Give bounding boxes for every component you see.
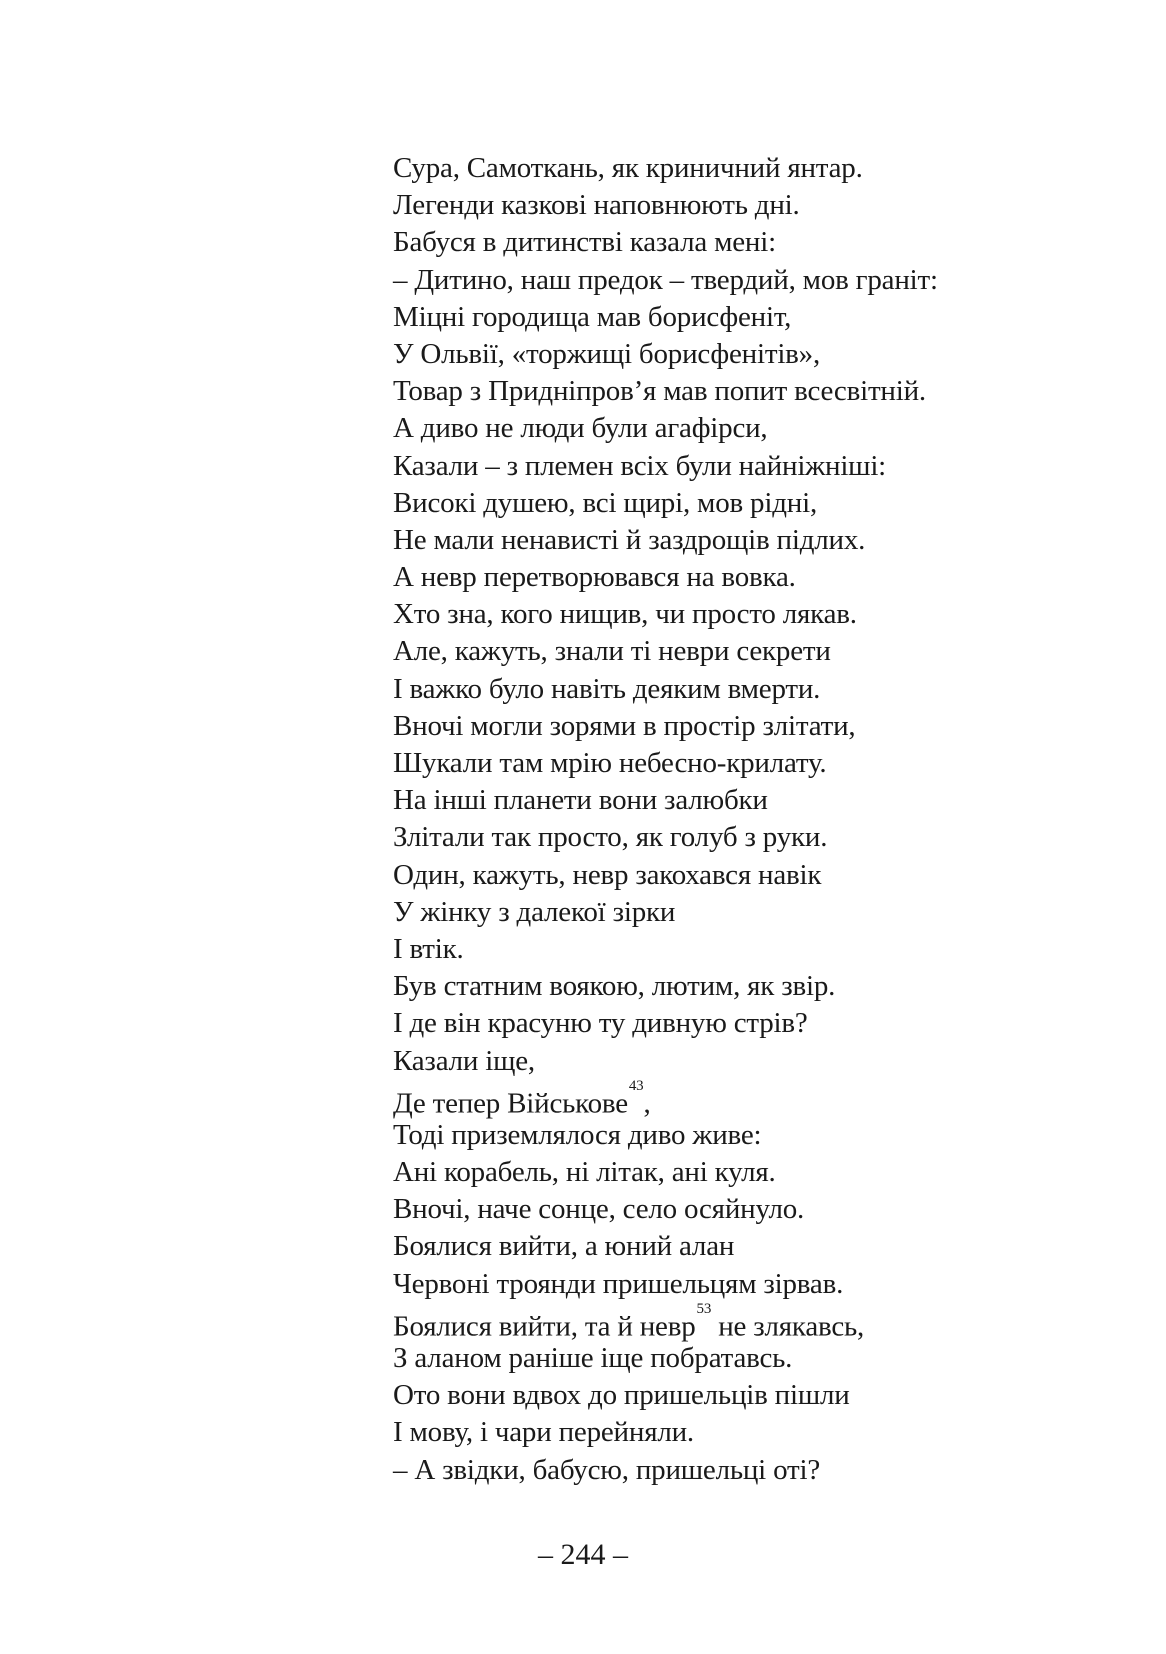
footnote-marker[interactable]: 53 — [696, 1300, 712, 1317]
poem-line: У жінку з далекої зірки — [393, 895, 676, 928]
poem-line: А невр перетворювався на вовка. — [393, 561, 796, 594]
poem-line: І важко було навіть деяким вмерти. — [393, 672, 821, 705]
poem-line: Казали – з племен всіх були найніжніші: — [393, 449, 887, 482]
poem-line: Бабуся в дитинстві казала мені: — [393, 226, 776, 259]
poem-line: Міцні городища мав борисфеніт, — [393, 300, 792, 333]
poem-text — [393, 150, 1033, 1489]
poem-line: З аланом раніше іще побратавсь. — [393, 1342, 793, 1374]
poem-line: – Дитино, наш предок – твердий, мов граніт: — [393, 263, 938, 296]
poem-line: Ото вони вдвох до пришельців пішли — [393, 1379, 850, 1412]
line-text: , — [643, 1087, 651, 1120]
poem-line-with-footnote — [393, 1077, 1033, 1120]
poem-line: Сура, Самоткань, як криничний янтар. — [393, 152, 863, 184]
poem-line: – А звідки, бабусю, пришельці оті? — [393, 1453, 821, 1486]
poem-line: Ані корабель, ні літак, ані куля. — [393, 1156, 776, 1189]
poem-line: І де він красуню ту дивную стрів? — [393, 1007, 808, 1040]
poem-line: Червоні троянди пришельцям зірвав. — [393, 1267, 844, 1300]
poem-line: І мову, і чари перейняли. — [393, 1416, 694, 1449]
poem-line: Злітали так просто, як голуб з руки. — [393, 821, 828, 854]
line-text: Де тепер Військове — [393, 1087, 628, 1120]
poem-line-with-footnote — [393, 1300, 1033, 1343]
poem-line: Боялися вийти, а юний алан — [393, 1230, 735, 1263]
poem-line: Був статним воякою, лютим, як звір. — [393, 970, 836, 1003]
poem-line: Вночі, наче сонце, село осяйнуло. — [393, 1193, 805, 1226]
poem-line: Легенди казкові наповнюють дні. — [393, 189, 800, 222]
line-text: Боялися вийти, та й невр — [393, 1310, 696, 1343]
poem-line: Не мали ненависті й заздрощів підлих. — [393, 523, 866, 556]
poem-line: У Ольвії, «торжищі борисфенітів», — [393, 337, 821, 370]
line-text: не злякавсь, — [711, 1310, 865, 1343]
footnote-marker[interactable]: 43 — [628, 1077, 644, 1094]
page-number: – 244 – — [538, 1538, 628, 1571]
poem-line: А диво не люди були агафірси, — [393, 412, 768, 445]
poem-line: Високі душею, всі щирі, мов рідні, — [393, 486, 817, 519]
poem-line: Один, кажуть, невр закохався навік — [393, 858, 822, 891]
poem-line: Товар з Придніпров’я мав попит всесвітній. — [393, 375, 926, 408]
poem-line: Але, кажуть, знали ті неври секрети — [393, 635, 831, 668]
poem-line: Шукали там мрію небесно-крилату. — [393, 747, 827, 779]
poem-line: Казали іще, — [393, 1044, 535, 1077]
poem-line: Тоді приземлялося диво живе: — [393, 1118, 762, 1151]
poem-line: І втік. — [393, 932, 464, 965]
poem-line: На інші планети вони залюбки — [393, 784, 768, 817]
poem-line: Хто зна, кого нищив, чи просто лякав. — [393, 598, 857, 631]
poem-line: Вночі могли зорями в простір злітати, — [393, 709, 856, 742]
